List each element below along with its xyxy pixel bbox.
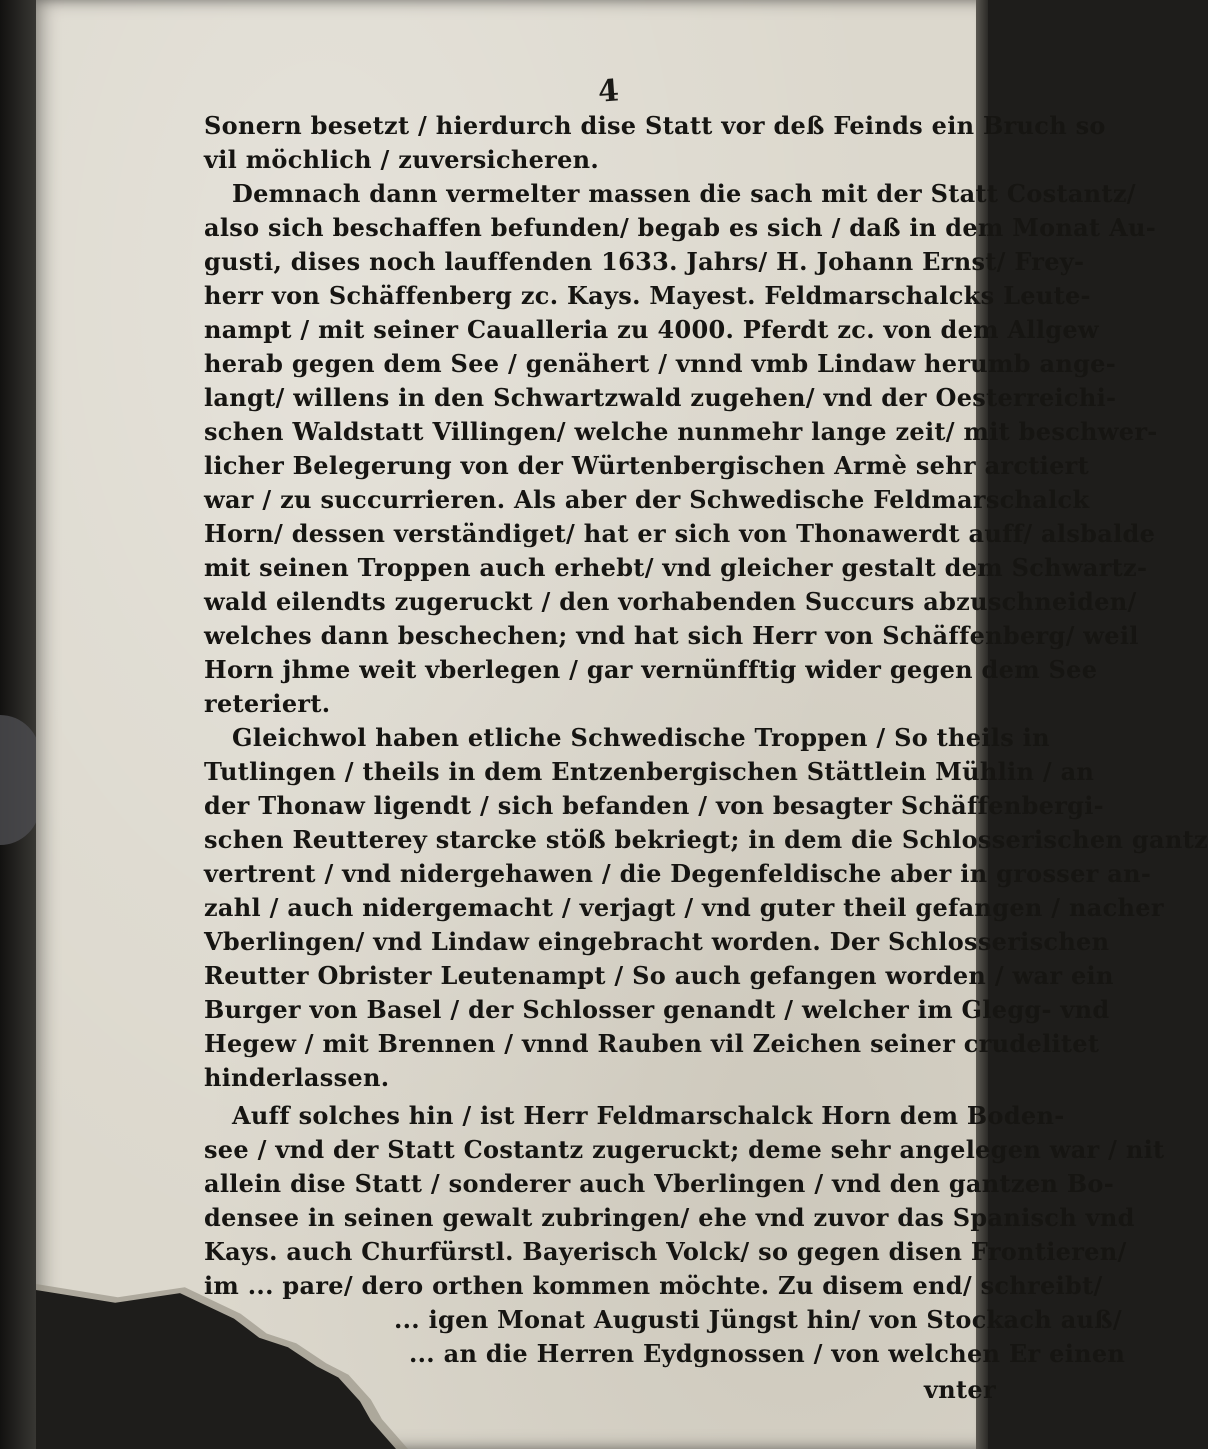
text-line: hinderlassen.	[204, 1063, 390, 1092]
text-line: Vberlingen/ vnd Lindaw eingebracht worden. Der Schlosserischen	[204, 927, 1110, 956]
text-line: Auff solches hin / ist Herr Feldmarschalck Horn dem Boden-	[232, 1101, 1065, 1130]
text-line: mit seinen Troppen auch erhebt/ vnd gleicher gestalt dem Schwartz-	[204, 553, 1148, 582]
text-line: zahl / auch nidergemacht / verjagt / vnd guter theil gefangen / nacher	[204, 893, 1164, 922]
text-line: ... an die Herren Eydgnossen / von welchen Er einen	[409, 1339, 1126, 1368]
catchword: vnter	[924, 1375, 996, 1404]
text-line: Horn jhme weit vberlegen / gar vernünfftig wider gegen dem See	[204, 655, 1098, 684]
text-line: vertrent / vnd nidergehawen / die Degenfeldische aber in grosser an-	[204, 859, 1152, 888]
text-line: allein dise Statt / sonderer auch Vberlingen / vnd den gantzen Bo-	[204, 1169, 1114, 1198]
text-line: Gleichwol haben etliche Schwedische Troppen / So theils in	[232, 723, 1050, 752]
text-line: also sich beschaffen befunden/ begab es sich / daß in dem Monat Au-	[204, 213, 1156, 242]
text-line: Tutlingen / theils in dem Entzenbergischen Stättlein Mühlin / an	[204, 757, 1095, 786]
text-line: Kays. auch Churfürstl. Bayerisch Volck/ so gegen disen Frontieren/	[204, 1237, 1127, 1266]
text-line: Reutter Obrister Leutenampt / So auch gefangen worden / war ein	[204, 961, 1114, 990]
text-line: Sonern besetzt / hierdurch dise Statt vor deß Feinds ein Bruch so	[204, 111, 1106, 140]
text-line: licher Belegerung von der Würtenbergischen Armè sehr arctiert	[204, 451, 1089, 480]
document-page	[36, 0, 1208, 1449]
text-line: schen Waldstatt Villingen/ welche nunmehr lange zeit/ mit beschwer-	[204, 417, 1158, 446]
text-line: Hegew / mit Brennen / vnnd Rauben vil Zeichen seiner crudelitet	[204, 1029, 1100, 1058]
text-line: wald eilendts zugeruckt / den vorhabenden Succurs abzuschneiden/	[204, 587, 1137, 616]
binding-clip	[0, 715, 40, 845]
text-line: nampt / mit seiner Caualleria zu 4000. Pferdt zc. von dem Allgew	[204, 315, 1099, 344]
text-line: welches dann beschechen; vnd hat sich Herr von Schäffenberg/ weil	[204, 621, 1139, 650]
text-line: vil möchlich / zuversicheren.	[204, 145, 600, 174]
page-number: 4	[596, 73, 621, 110]
text-line: war / zu succurrieren. Als aber der Schwedische Feldmarschalck	[204, 485, 1090, 514]
text-line: gusti, dises noch lauffenden 1633. Jahrs/ H. Johann Ernst/ Frey-	[204, 247, 1085, 276]
text-line: Burger von Basel / der Schlosser genandt / welcher im Glegg- vnd	[204, 995, 1110, 1024]
text-line: reteriert.	[204, 689, 331, 718]
text-line: herab gegen dem See / genähert / vnnd vmb Lindaw herumb ange-	[204, 349, 1116, 378]
text-line: Demnach dann vermelter massen die sach mit der Statt Costantz/	[232, 179, 1136, 208]
text-line: langt/ willens in den Schwartzwald zugehen/ vnd der Oesterreichi-	[204, 383, 1117, 412]
text-line: im ... pare/ dero orthen kommen möchte. Zu disem end/ schreibt/	[204, 1271, 1103, 1300]
text-line: see / vnd der Statt Costantz zugeruckt; deme sehr angelegen war / nit	[204, 1135, 1165, 1164]
text-line: schen Reutterey starcke stöß bekriegt; in dem die Schlosserischen gantz	[204, 825, 1208, 854]
text-line: densee in seinen gewalt zubringen/ ehe vnd zuvor das Spanisch vnd	[204, 1203, 1135, 1232]
text-line: der Thonaw ligendt / sich befanden / von besagter Schäffenbergi-	[204, 791, 1104, 820]
text-line: herr von Schäffenberg zc. Kays. Mayest. Feldmarschalcks Leute-	[204, 281, 1091, 310]
text-line: ... igen Monat Augusti Jüngst hin/ von Stockach auß/	[394, 1305, 1122, 1334]
torn-corner	[36, 1290, 396, 1449]
text-line: Horn/ dessen verständiget/ hat er sich von Thonawerdt auff/ alsbalde	[204, 519, 1156, 548]
